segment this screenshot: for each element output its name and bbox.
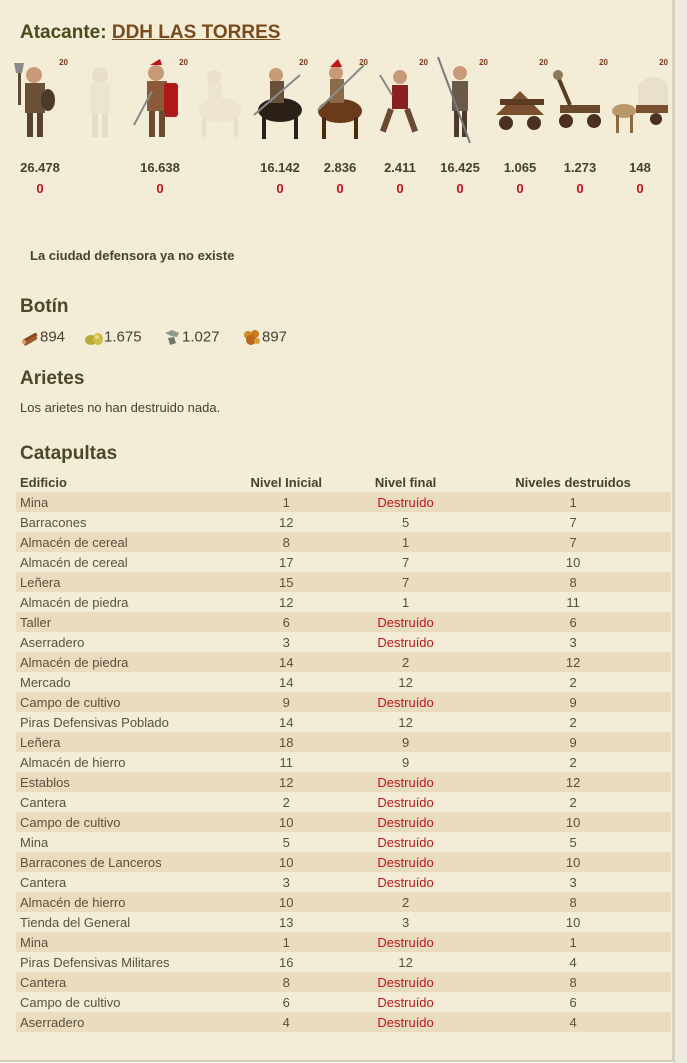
unit-losses-row [10,181,670,201]
levels-destroyed-cell: 8 [475,972,671,992]
legionary-icon [130,55,190,145]
catapult-icon [550,55,610,145]
catapults-heading: Catapultas [20,443,118,464]
unit-losses: 0 [336,181,344,196]
building-cell: Tienda del General [20,914,131,930]
levels-destroyed-cell: 2 [569,714,577,730]
final-level-cell: 3 [401,914,410,930]
unit-level-badge: 20 [299,58,308,67]
table-row [16,532,671,552]
table-row [16,752,671,772]
light-cavalry-icon [250,55,310,145]
initial-level-cell: 14 [237,652,336,672]
unit-counts-row [10,160,670,180]
initial-level-cell: 5 [282,834,290,850]
rams-result-text: Los arietes no han destruido nada. [20,400,221,415]
final-level-cell: 2 [336,892,475,912]
catapults-table-body [16,492,671,1032]
unit-losses: 0 [276,181,284,196]
table-row [16,972,671,992]
initial-level-cell: 8 [237,972,336,992]
final-level-cell: 7 [336,572,475,592]
table-row [16,732,671,752]
building-cell: Campo de cultivo [20,994,121,1010]
final-level-cell: Destruído [377,874,434,890]
levels-destroyed-cell: 10 [565,914,581,930]
table-row [16,692,671,712]
catapults-table-header [16,472,671,492]
final-level-cell: 12 [398,954,413,970]
rams-heading: Arietes [20,368,85,389]
building-cell: Mina [16,932,237,952]
ram-icon [490,55,550,145]
attacker-title [20,22,280,44]
unit-losses: 0 [456,181,464,196]
levels-destroyed-cell: 1 [475,932,671,952]
unit-heavy-cavalry[interactable] [310,55,370,150]
final-level-cell: 9 [401,754,410,770]
iron-icon [162,327,182,347]
loot-wood: 894 [20,327,65,349]
unit-count: 148 [629,160,651,175]
unit-level-badge: 20 [659,58,668,67]
unit-count: 1.273 [563,160,597,175]
header-final-level: Nivel final [374,474,437,490]
final-level-cell: 2 [336,652,475,672]
initial-level-cell: 6 [237,612,336,632]
initial-level-cell: 10 [237,812,336,832]
building-cell: Establos [16,772,237,792]
unit-count: 1.065 [503,160,537,175]
building-cell: Leñera [16,572,237,592]
building-cell: Cantera [20,874,67,890]
unit-level-badge: 20 [359,58,368,67]
unit-count: 16.142 [260,160,300,175]
final-level-cell: 5 [401,514,410,530]
unit-count: 2.411 [384,160,416,175]
final-level-cell: Destruído [336,772,475,792]
unit-count: 16.638 [140,160,180,175]
initial-level-cell: 9 [237,692,336,712]
unit-losses: 0 [156,181,164,196]
wood-icon [20,327,40,347]
unit-ram[interactable] [490,55,550,150]
unit-level-badge: 20 [539,58,548,67]
table-row [16,512,671,532]
final-level-cell: Destruído [336,852,475,872]
final-level-cell: 12 [398,714,413,730]
final-level-cell: Destruído [336,812,475,832]
initial-level-cell: 3 [282,634,290,650]
unit-spearman[interactable] [430,55,490,150]
initial-level-cell: 10 [237,892,336,912]
final-level-cell: Destruído [336,492,475,512]
attacker-name-link[interactable]: DDH LAS TORRES [111,22,281,43]
header-building: Edificio [20,474,67,490]
levels-destroyed-cell: 2 [569,754,577,770]
initial-level-cell: 15 [237,572,336,592]
levels-destroyed-cell: 10 [475,812,671,832]
defender-status-message: La ciudad defensora ya no existe [30,248,235,263]
crop-icon [242,327,262,347]
levels-destroyed-cell: 10 [565,554,581,570]
loot-iron: 1.027 [162,327,220,349]
unit-losses: 0 [516,181,524,196]
initial-level-cell: 2 [282,794,290,810]
final-level-cell: 9 [336,732,475,752]
building-cell: Mercado [20,674,71,690]
levels-destroyed-cell: 7 [475,532,671,552]
header-initial-level: Nivel Inicial [250,474,323,490]
unit-settler-cart[interactable] [610,55,670,150]
unit-count: 16.425 [440,160,480,175]
initial-level-cell: 4 [237,1012,336,1032]
building-cell: Almacén de hierro [20,754,126,770]
unit-legionary[interactable] [130,55,190,150]
initial-level-cell: 1 [237,932,336,952]
levels-destroyed-cell: 9 [475,692,671,712]
building-cell: Aserradero [20,634,85,650]
initial-level-cell: 17 [279,554,294,570]
table-row [16,832,671,852]
loot-heading: Botín [20,296,69,317]
final-level-cell: Destruído [377,994,434,1010]
unit-level-badge: 20 [599,58,608,67]
initial-level-cell: 8 [237,532,336,552]
initial-level-cell: 12 [279,594,294,610]
initial-level-cell: 18 [237,732,336,752]
building-cell: Almacén de cereal [20,554,128,570]
table-row [16,652,671,672]
table-row [16,612,671,632]
unit-losses: 0 [396,181,404,196]
table-row [16,552,671,572]
table-row [16,892,671,912]
building-cell: Almacén de cereal [16,532,237,552]
levels-destroyed-cell: 7 [569,514,577,530]
table-row [16,712,671,732]
building-cell: Cantera [16,972,237,992]
initial-level-cell: 11 [279,754,294,770]
unit-losses: 0 [636,181,644,196]
catapults-table [16,472,671,1032]
table-row [16,932,671,952]
unit-losses: 0 [576,181,584,196]
building-cell: Cantera [20,794,67,810]
levels-destroyed-cell: 12 [475,652,671,672]
building-cell: Mina [20,834,49,850]
table-row [16,592,671,612]
initial-level-cell: 13 [279,914,294,930]
loot-crop: 897 [242,327,287,349]
final-level-cell: 12 [398,674,413,690]
building-cell: Barracones [20,514,87,530]
final-level-cell: 1 [401,594,410,610]
unit-axeman[interactable] [10,55,70,150]
levels-destroyed-cell: 3 [569,634,577,650]
final-level-cell: 1 [336,532,475,552]
loot-clay: 1.675 [84,327,142,349]
levels-destroyed-cell: 4 [569,954,577,970]
levels-destroyed-cell: 6 [475,612,671,632]
unit-level-badge: 20 [419,58,428,67]
unit-icons-row [10,55,670,155]
building-cell: Barracones de Lanceros [16,852,237,872]
table-row [16,812,671,832]
unit-level-badge: 20 [59,58,68,67]
unit-ghost-cavalry[interactable] [190,55,250,150]
levels-destroyed-cell: 2 [569,794,577,810]
ghost-unit-icon [70,55,130,145]
table-row [16,912,671,932]
table-row [16,792,671,812]
table-row [16,492,671,512]
building-cell: Piras Defensivas Poblado [20,714,169,730]
final-level-cell: Destruído [377,794,434,810]
unit-level-badge: 20 [179,58,188,67]
levels-destroyed-cell: 2 [569,674,577,690]
building-cell: Almacén de hierro [16,892,237,912]
scout-icon [370,55,430,145]
initial-level-cell: 3 [282,874,290,890]
levels-destroyed-cell: 10 [475,852,671,872]
initial-level-cell: 10 [237,852,336,872]
table-row [16,572,671,592]
initial-level-cell: 1 [237,492,336,512]
attacker-label: Atacante: [20,22,107,43]
building-cell: Taller [16,612,237,632]
vertical-scrollbar[interactable] [674,0,687,1063]
table-row [16,992,671,1012]
initial-level-cell: 14 [279,714,294,730]
final-level-cell: Destruído [336,932,475,952]
table-row [16,1012,671,1032]
unit-count: 2.836 [323,160,357,175]
levels-destroyed-cell: 1 [475,492,671,512]
table-row [16,672,671,692]
settler-cart-icon [610,55,670,145]
building-cell: Almacén de piedra [20,594,129,610]
final-level-cell: Destruído [336,1012,475,1032]
building-cell: Piras Defensivas Militares [20,954,170,970]
final-level-cell: Destruído [377,834,434,850]
header-levels-destroyed: Niveles destruidos [515,474,631,490]
heavy-cavalry-icon [310,55,370,145]
table-row [16,952,671,972]
unit-losses: 0 [36,181,44,196]
axeman-icon [10,55,70,145]
table-row [16,772,671,792]
unit-count: 26.478 [20,160,60,175]
final-level-cell: Destruído [336,972,475,992]
final-level-cell: Destruído [336,692,475,712]
initial-level-cell: 6 [282,994,290,1010]
initial-level-cell: 12 [279,514,294,530]
final-level-cell: 7 [401,554,410,570]
levels-destroyed-cell: 9 [475,732,671,752]
unit-catapult[interactable] [550,55,610,150]
building-cell: Campo de cultivo [16,692,237,712]
levels-destroyed-cell: 8 [475,892,671,912]
building-cell: Mina [16,492,237,512]
unit-scout[interactable] [370,55,430,150]
table-row [16,632,671,652]
levels-destroyed-cell: 8 [475,572,671,592]
clay-icon [84,327,104,347]
unit-level-badge: 20 [479,58,488,67]
levels-destroyed-cell: 6 [569,994,577,1010]
table-row [16,872,671,892]
initial-level-cell: 16 [279,954,294,970]
ghost-cavalry-icon [190,55,250,145]
building-cell: Aserradero [16,1012,237,1032]
initial-level-cell: 12 [237,772,336,792]
final-level-cell: Destruído [377,634,434,650]
spearman-icon [430,55,490,145]
levels-destroyed-cell: 3 [569,874,577,890]
initial-level-cell: 14 [279,674,294,690]
levels-destroyed-cell: 11 [566,594,580,610]
levels-destroyed-cell: 12 [475,772,671,792]
building-cell: Almacén de piedra [16,652,237,672]
levels-destroyed-cell: 5 [569,834,577,850]
table-row [16,852,671,872]
unit-light-cavalry[interactable] [250,55,310,150]
unit-ghost-unit[interactable] [70,55,130,150]
building-cell: Campo de cultivo [16,812,237,832]
final-level-cell: Destruído [336,612,475,632]
building-cell: Leñera [16,732,237,752]
levels-destroyed-cell: 4 [475,1012,671,1032]
